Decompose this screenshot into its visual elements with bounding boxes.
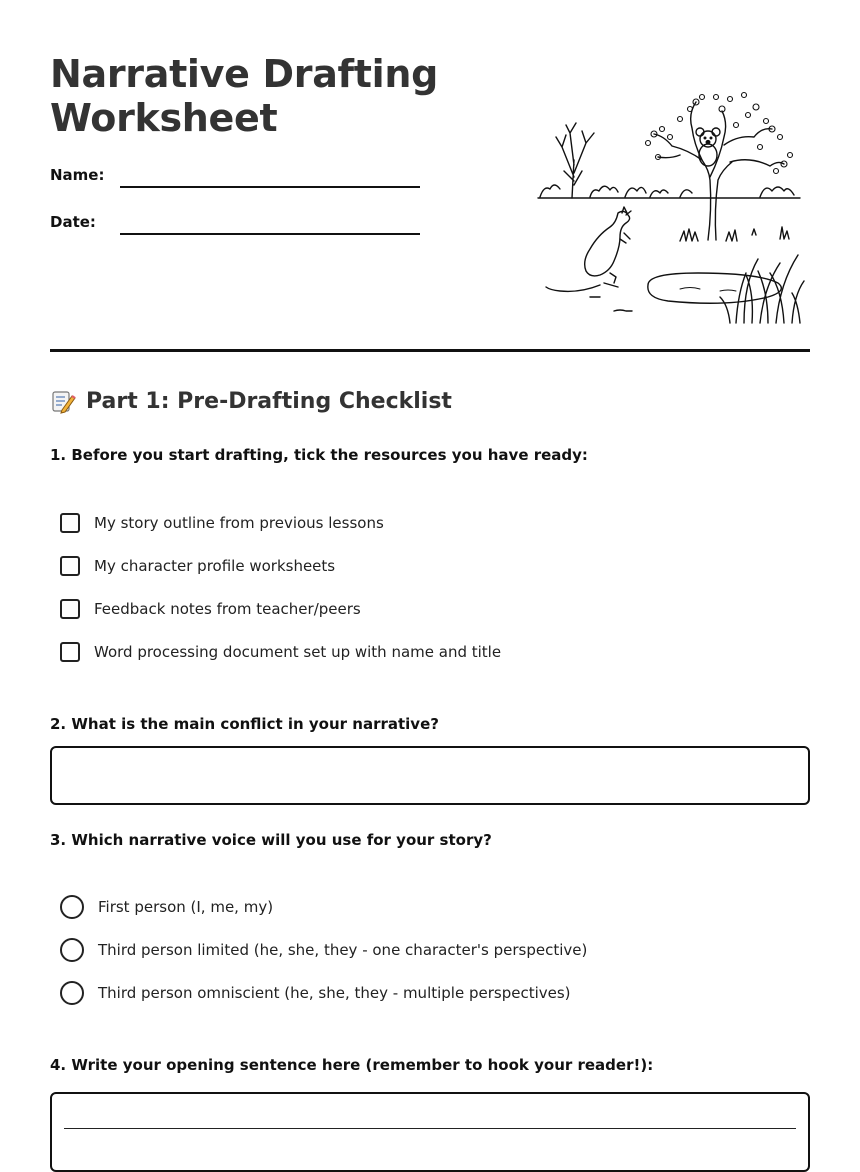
reeds <box>720 255 804 323</box>
checkbox[interactable] <box>60 642 80 662</box>
voice-option-first-person[interactable] <box>60 895 273 919</box>
name-field[interactable] <box>120 186 420 188</box>
kangaroo-drawing <box>546 207 631 291</box>
main-conflict-answer-box[interactable] <box>50 746 810 805</box>
section-divider <box>50 349 810 352</box>
memo-icon <box>50 388 76 414</box>
gum-tree-branches <box>654 102 784 177</box>
water-ripples <box>680 288 736 292</box>
checklist-label: Word processing document set up with name and title <box>94 643 502 661</box>
outback-scene-illustration <box>530 85 810 330</box>
checkbox[interactable] <box>60 513 80 533</box>
radio-label: Third person limited (he, she, they - one character's perspective) <box>98 941 588 959</box>
checkbox[interactable] <box>60 556 80 576</box>
koala-drawing <box>696 128 720 166</box>
title-line-1: Narrative Drafting <box>50 52 439 96</box>
checklist-label: My story outline from previous lessons <box>94 514 384 532</box>
radio-button[interactable] <box>60 938 84 962</box>
question-3: 3. Which narrative voice will you use for your story? <box>50 831 492 849</box>
checkbox[interactable] <box>60 599 80 619</box>
gum-tree-blossoms <box>646 93 793 174</box>
voice-option-third-omniscient[interactable] <box>60 981 571 1005</box>
checklist-label: My character profile worksheets <box>94 557 336 575</box>
bare-tree <box>556 123 594 198</box>
radio-label: First person (I, me, my) <box>98 898 274 916</box>
part1-title: Part 1: Pre-Drafting Checklist <box>86 388 452 414</box>
radio-label: Third person omniscient (he, she, they - multiple perspectives) <box>98 984 571 1002</box>
page-title <box>50 52 438 140</box>
opening-sentence-answer-box[interactable] <box>50 1092 810 1172</box>
gum-tree-trunk <box>702 160 732 240</box>
part1-heading <box>50 388 452 414</box>
checklist-item-character-profile[interactable] <box>60 554 335 578</box>
title-line-2: Worksheet <box>50 96 278 140</box>
checklist-label: Feedback notes from teacher/peers <box>94 600 361 618</box>
checklist-item-outline[interactable] <box>60 511 384 535</box>
tree-grass <box>680 227 789 241</box>
date-label: Date: <box>50 213 96 231</box>
name-label: Name: <box>50 166 105 184</box>
question-1: 1. Before you start drafting, tick the resources you have ready: <box>50 446 588 464</box>
question-2: 2. What is the main conflict in your narrative? <box>50 715 439 733</box>
question-4: 4. Write your opening sentence here (remember to hook your reader!): <box>50 1056 654 1074</box>
writing-line <box>64 1128 796 1129</box>
distant-shrubs <box>540 185 794 197</box>
voice-option-third-limited[interactable] <box>60 938 587 962</box>
date-field[interactable] <box>120 233 420 235</box>
checklist-item-feedback[interactable] <box>60 597 361 621</box>
checklist-item-document[interactable] <box>60 640 501 664</box>
radio-button[interactable] <box>60 895 84 919</box>
radio-button[interactable] <box>60 981 84 1005</box>
ground-marks <box>590 297 632 311</box>
